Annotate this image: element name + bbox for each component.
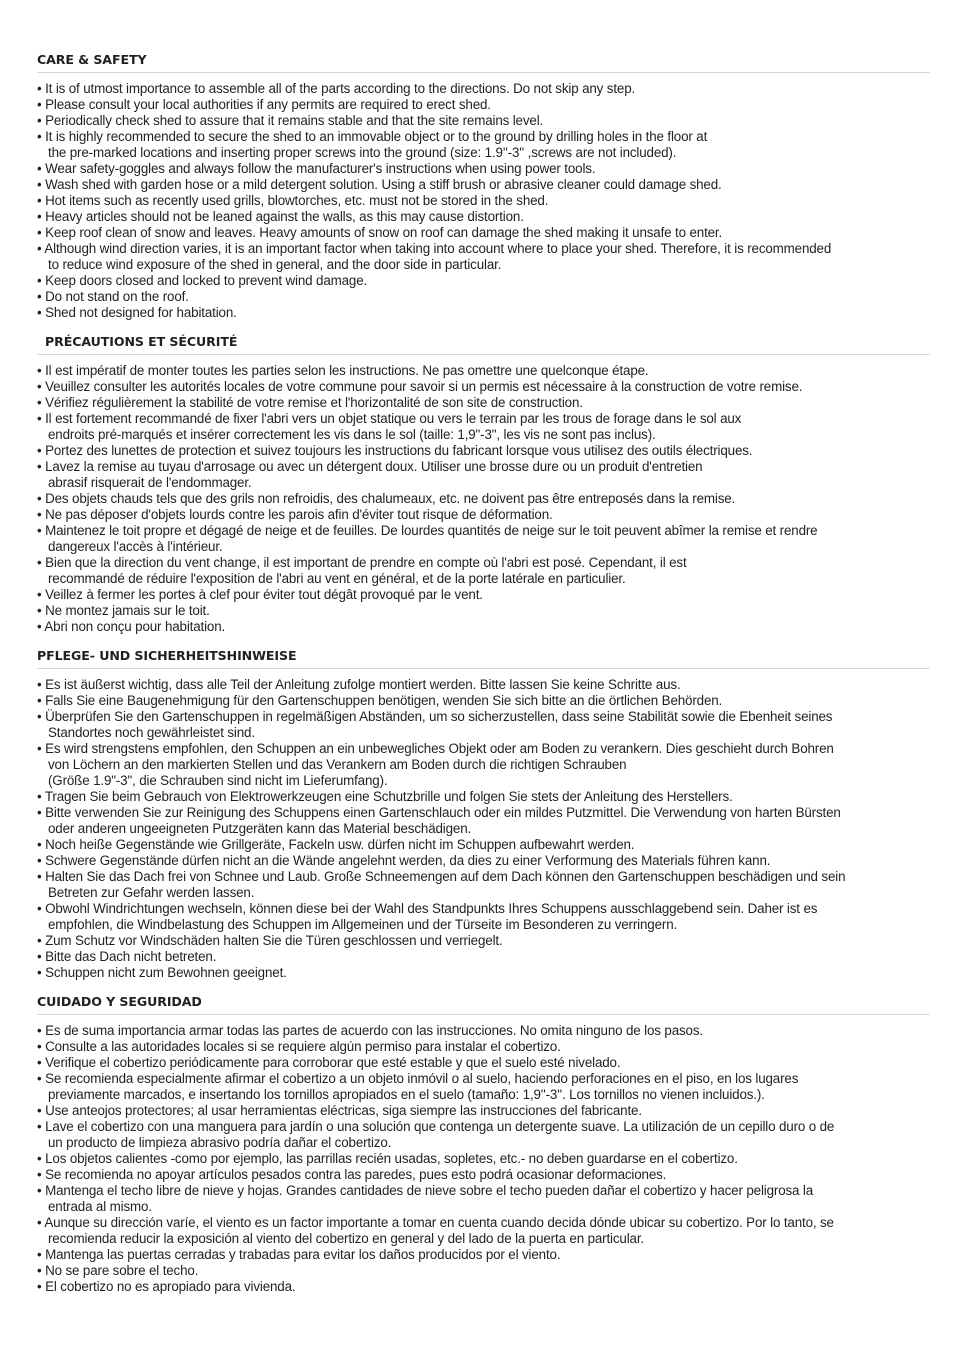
section-pflege-sicherheitshinweise bbox=[37, 644, 930, 981]
list-item: • Obwohl Windrichtungen wechseln, können diese bei der Wahl des Standpunkts Ihres Schuppens ausschlaggebend sein. Daher ist es empfohlen, die Windbelastung des Schuppen im Allgemeinen und der Türseite im Besonderen zu verringern. bbox=[37, 901, 818, 932]
list-item: • Do not stand on the roof. bbox=[37, 289, 189, 304]
list-item: • Se recomienda especialmente afirmar el cobertizo a un objeto inmóvil o al suelo, haciendo perforaciones en el piso, en los lugares previamente marcados, e insertando los tornillos apropiados en el suelo (tamaño: 1,9''-3''. Los tornillos no vienen incluidos.). bbox=[37, 1071, 799, 1102]
list-item: • Lavez la remise au tuyau d'arrosage ou avec un détergent doux. Utiliser une brosse dure ou un produit d'entretien abrasif risquerait de l'endommager. bbox=[37, 459, 703, 490]
list-item: • Mantenga el techo libre de nieve y hojas. Grandes cantidades de nieve sobre el techo pueden dañar el cobertizo y hacer peligrosa la entrada al mismo. bbox=[37, 1183, 814, 1214]
section-precautions-securite bbox=[37, 330, 930, 635]
list-item: • It is of utmost importance to assemble all of the parts according to the directions. Do not skip any step. bbox=[37, 81, 636, 96]
list-item: • Heavy articles should not be leaned against the walls, as this may cause distortion. bbox=[37, 209, 524, 224]
list-item: • Vérifiez régulièrement la stabilité de votre remise et l'horizontalité de son site de construction. bbox=[37, 395, 583, 410]
list-item: • Il est fortement recommandé de fixer l'abri vers un objet statique ou vers le terrain par les trous de forage dans le sol aux endroits pré-marqués et insérer correctement les vis dans le sol (taille: 1,9"-3", les vis ne sont pas inclus). bbox=[37, 411, 742, 442]
section-cuidado-seguridad bbox=[37, 990, 930, 1295]
document-page bbox=[37, 48, 930, 1295]
list-item: • Wash shed with garden hose or a mild detergent solution. Using a stiff brush or abrasive cleaner could damage shed. bbox=[37, 177, 722, 192]
list-item: • Wear safety-goggles and always follow the manufacturer's instructions when using power tools. bbox=[37, 161, 596, 176]
list-item: • Keep doors closed and locked to prevent wind damage. bbox=[37, 273, 368, 288]
list-item: • Use anteojos protectores; al usar herramientas eléctricas, siga siempre las instrucciones del fabricante. bbox=[37, 1103, 642, 1118]
list-item: • Zum Schutz vor Windschäden halten Sie die Türen geschlossen und verriegelt. bbox=[37, 933, 503, 948]
list-item: • Los objetos calientes -como por ejemplo, las parrillas recién usadas, sopletes, etc.- no deben guardarse en el cobertizo. bbox=[37, 1151, 738, 1166]
list-item: • Falls Sie eine Baugenehmigung für den Gartenschuppen benötigen, wenden Sie sich bitte an die örtlichen Behörden. bbox=[37, 693, 723, 708]
list-item: • Consulte a las autoridades locales si se requiere algún permiso para instalar el cobertizo. bbox=[37, 1039, 561, 1054]
list-item: • Abri non conçu pour habitation. bbox=[37, 619, 226, 634]
list-item: • Ne montez jamais sur le toit. bbox=[37, 603, 210, 618]
list-item: • Überprüfen Sie den Gartenschuppen in regelmäßigen Abständen, um so sicherzustellen, dass seine Stabilität sowie die Ebenheit seines Standortes noch gewährleistet sind. bbox=[37, 709, 833, 740]
list-item: • Des objets chauds tels que des grils non refroidis, des chalumeaux, etc. ne doivent pas être entreposés dans la remise. bbox=[37, 491, 736, 506]
list-item: • Lave el cobertizo con una manguera para jardín o una solución que contenga un detergente suave. La utilización de un cepillo duro o de un producto de limpieza abrasivo podría dañar el cobertizo. bbox=[37, 1119, 835, 1150]
list-item: • Aunque su dirección varíe, el viento es un factor importante a tomar en cuenta cuando decida dónde ubicar su cobertizo. Por lo tanto, se recomienda reducir la exposición al viento del cobertizo en general y del lado de la puerta en particular. bbox=[37, 1215, 834, 1246]
section-heading: CARE & SAFETY bbox=[37, 48, 930, 73]
list-item: • Il est impératif de monter toutes les parties selon les instructions. Ne pas omettre une quelconque étape. bbox=[37, 363, 649, 378]
bullet-list bbox=[37, 677, 930, 981]
list-item: • Es ist äußerst wichtig, dass alle Teil der Anleitung zufolge montiert werden. Bitte lassen Sie keine Schritte aus. bbox=[37, 677, 681, 692]
bullet-list bbox=[37, 1023, 930, 1295]
section-care-safety bbox=[37, 48, 930, 321]
list-item: • No se pare sobre el techo. bbox=[37, 1263, 199, 1278]
bullet-list bbox=[37, 363, 930, 635]
bullet-list bbox=[37, 81, 930, 321]
list-item: • Please consult your local authorities if any permits are required to erect shed. bbox=[37, 97, 491, 112]
section-heading: CUIDADO Y SEGURIDAD bbox=[37, 990, 930, 1015]
list-item: • Veuillez consulter les autorités locales de votre commune pour savoir si un permis est nécessaire à la construction de votre remise. bbox=[37, 379, 803, 394]
list-item: • Bitte das Dach nicht betreten. bbox=[37, 949, 217, 964]
list-item: • Keep roof clean of snow and leaves. Heavy amounts of snow on roof can damage the shed making it unsafe to enter. bbox=[37, 225, 723, 240]
section-heading: PFLEGE- UND SICHERHEITSHINWEISE bbox=[37, 644, 930, 669]
list-item: • Schwere Gegenstände dürfen nicht an die Wände angelehnt werden, da dies zu einer Verformung des Materials führen kann. bbox=[37, 853, 771, 868]
list-item: • Es de suma importancia armar todas las partes de acuerdo con las instrucciones. No omita ninguno de los pasos. bbox=[37, 1023, 703, 1038]
list-item: • Verifique el cobertizo periódicamente para corroborar que esté estable y que el suelo esté nivelado. bbox=[37, 1055, 621, 1070]
list-item: • Bitte verwenden Sie zur Reinigung des Schuppens einen Gartenschlauch oder ein mildes Putzmittel. Die Verwendung von harten Bürsten oder anderen ungeeigneten Putzgeräten kann das Material beschädigen. bbox=[37, 805, 841, 836]
section-heading: PRÉCAUTIONS ET SÉCURITÉ bbox=[37, 330, 930, 355]
list-item: • Se recomienda no apoyar artículos pesados contra las paredes, pues esto podrá ocasionar deformaciones. bbox=[37, 1167, 667, 1182]
list-item: • Ne pas déposer d'objets lourds contre les parois afin d'éviter tout risque de déformation. bbox=[37, 507, 553, 522]
list-item: • Periodically check shed to assure that it remains stable and that the site remains level. bbox=[37, 113, 544, 128]
list-item: • Hot items such as recently used grills, blowtorches, etc. must not be stored in the shed. bbox=[37, 193, 549, 208]
list-item: • El cobertizo no es apropiado para vivienda. bbox=[37, 1279, 296, 1294]
list-item: • Bien que la direction du vent change, il est important de prendre en compte où l'abri est posé. Cependant, il est recommandé de réduire l'exposition de l'abri au vent en général, et de la porte latérale en particulier. bbox=[37, 555, 687, 586]
list-item: • Veillez à fermer les portes à clef pour éviter tout dégât provoqué par le vent. bbox=[37, 587, 483, 602]
list-item: • Halten Sie das Dach frei von Schnee und Laub. Große Schneemengen auf dem Dach können den Gartenschuppen beschädigen und sein Betreten zur Gefahr werden lassen. bbox=[37, 869, 846, 900]
list-item: • Maintenez le toit propre et dégagé de neige et de feuilles. De lourdes quantités de neige sur le toit peuvent abîmer la remise et rendre dangereux l'accès à l'intérieur. bbox=[37, 523, 818, 554]
list-item: • Although wind direction varies, it is an important factor when taking into account where to place your shed. Therefore, it is recommended to reduce wind exposure of the shed in general, and the door side in particular. bbox=[37, 241, 832, 272]
list-item: • Tragen Sie beim Gebrauch von Elektrowerkzeugen eine Schutzbrille und folgen Sie stets der Anleitung des Herstellers. bbox=[37, 789, 733, 804]
list-item: • It is highly recommended to secure the shed to an immovable object or to the ground by drilling holes in the floor at the pre-marked locations and inserting proper screws into the ground (size: 1.9''-3'' ,screws are not included). bbox=[37, 129, 708, 160]
list-item: • Mantenga las puertas cerradas y trabadas para evitar los daños producidos por el viento. bbox=[37, 1247, 561, 1262]
list-item: • Shed not designed for habitation. bbox=[37, 305, 237, 320]
list-item: • Es wird strengstens empfohlen, den Schuppen an ein unbewegliches Objekt oder am Boden zu verankern. Dies geschieht durch Bohren von Löchern an den markierten Stellen und das Verankern am Boden durch die richtigen Schrauben (Größe 1.9"-3", die Schrauben sind nicht im Lieferumfang). bbox=[37, 741, 834, 788]
list-item: • Noch heiße Gegenstände wie Grillgeräte, Fackeln usw. dürfen nicht im Schuppen aufbewahrt werden. bbox=[37, 837, 635, 852]
list-item: • Schuppen nicht zum Bewohnen geeignet. bbox=[37, 965, 287, 980]
list-item: • Portez des lunettes de protection et suivez toujours les instructions du fabricant lorsque vous utilisez des outils électriques. bbox=[37, 443, 753, 458]
